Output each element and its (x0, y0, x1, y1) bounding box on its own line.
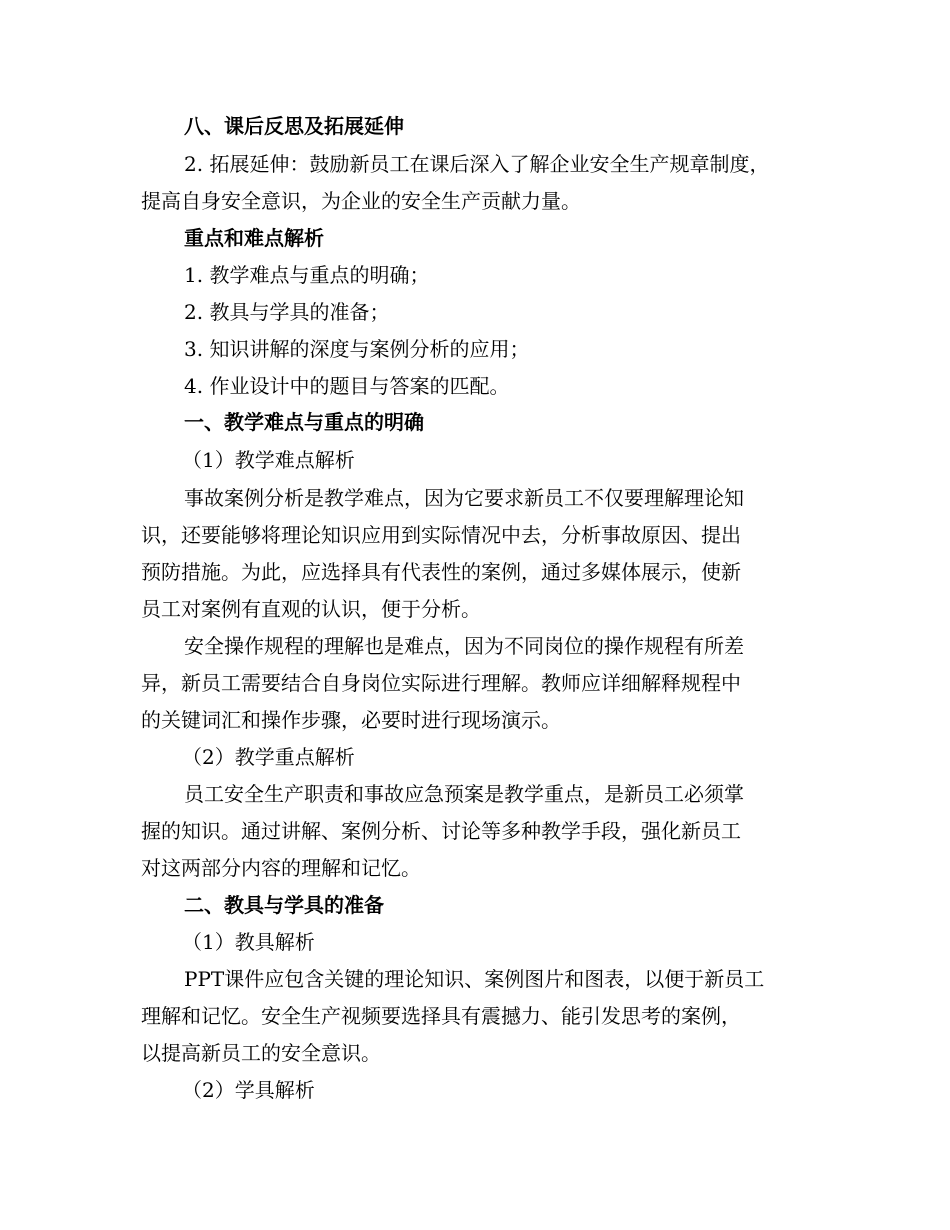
paragraph-line: 2. 拓展延伸：鼓励新员工在课后深入了解企业安全生产规章制度， (184, 152, 770, 176)
paragraph-line: 握的知识。通过讲解、案例分析、讨论等多种教学手段，强化新员工 (141, 819, 741, 843)
paragraph-line: 识，还要能够将理论知识应用到实际情况中去，分析事故原因、提出 (141, 523, 741, 547)
section-heading: 八、课后反思及拓展延伸 (184, 114, 404, 138)
paragraph-line: 对这两部分内容的理解和记忆。 (141, 856, 421, 880)
paragraph-line: 提高自身安全意识，为企业的安全生产贡献力量。 (141, 189, 581, 213)
section-heading: 二、教具与学具的准备 (184, 893, 384, 917)
list-item: 1. 教学难点与重点的明确； (184, 263, 430, 287)
section-heading: 一、教学难点与重点的明确 (184, 410, 424, 434)
paragraph-line: 的关键词汇和操作步骤，必要时进行现场演示。 (141, 708, 561, 732)
subsection-heading: （2）教学重点解析 (182, 745, 355, 769)
paragraph-line: 预防措施。为此，应选择具有代表性的案例，通过多媒体展示，使新 (141, 560, 741, 584)
paragraph-line: 理解和记忆。安全生产视频要选择具有震撼力、能引发思考的案例， (141, 1004, 741, 1028)
subsection-heading: （1）教具解析 (182, 930, 315, 954)
list-item: 2. 教具与学具的准备； (184, 300, 390, 324)
section-heading: 重点和难点解析 (184, 226, 324, 250)
paragraph-line: PPT课件应包含关键的理论知识、案例图片和图表，以便于新员工 (184, 967, 765, 991)
paragraph-line: 事故案例分析是教学难点，因为它要求新员工不仅要理解理论知 (184, 486, 744, 510)
subsection-heading: （1）教学难点解析 (182, 448, 355, 472)
paragraph-line: 异，新员工需要结合自身岗位实际进行理解。教师应详细解释规程中 (141, 671, 741, 695)
paragraph-line: 安全操作规程的理解也是难点，因为不同岗位的操作规程有所差 (184, 634, 744, 658)
subsection-heading: （2）学具解析 (182, 1078, 315, 1102)
paragraph-line: 以提高新员工的安全意识。 (141, 1041, 381, 1065)
paragraph-line: 员工对案例有直观的认识，便于分析。 (141, 597, 481, 621)
list-item: 3. 知识讲解的深度与案例分析的应用； (184, 337, 530, 361)
paragraph-line: 员工安全生产职责和事故应急预案是教学重点，是新员工必须掌 (184, 782, 744, 806)
list-item: 4. 作业设计中的题目与答案的匹配。 (184, 374, 510, 398)
